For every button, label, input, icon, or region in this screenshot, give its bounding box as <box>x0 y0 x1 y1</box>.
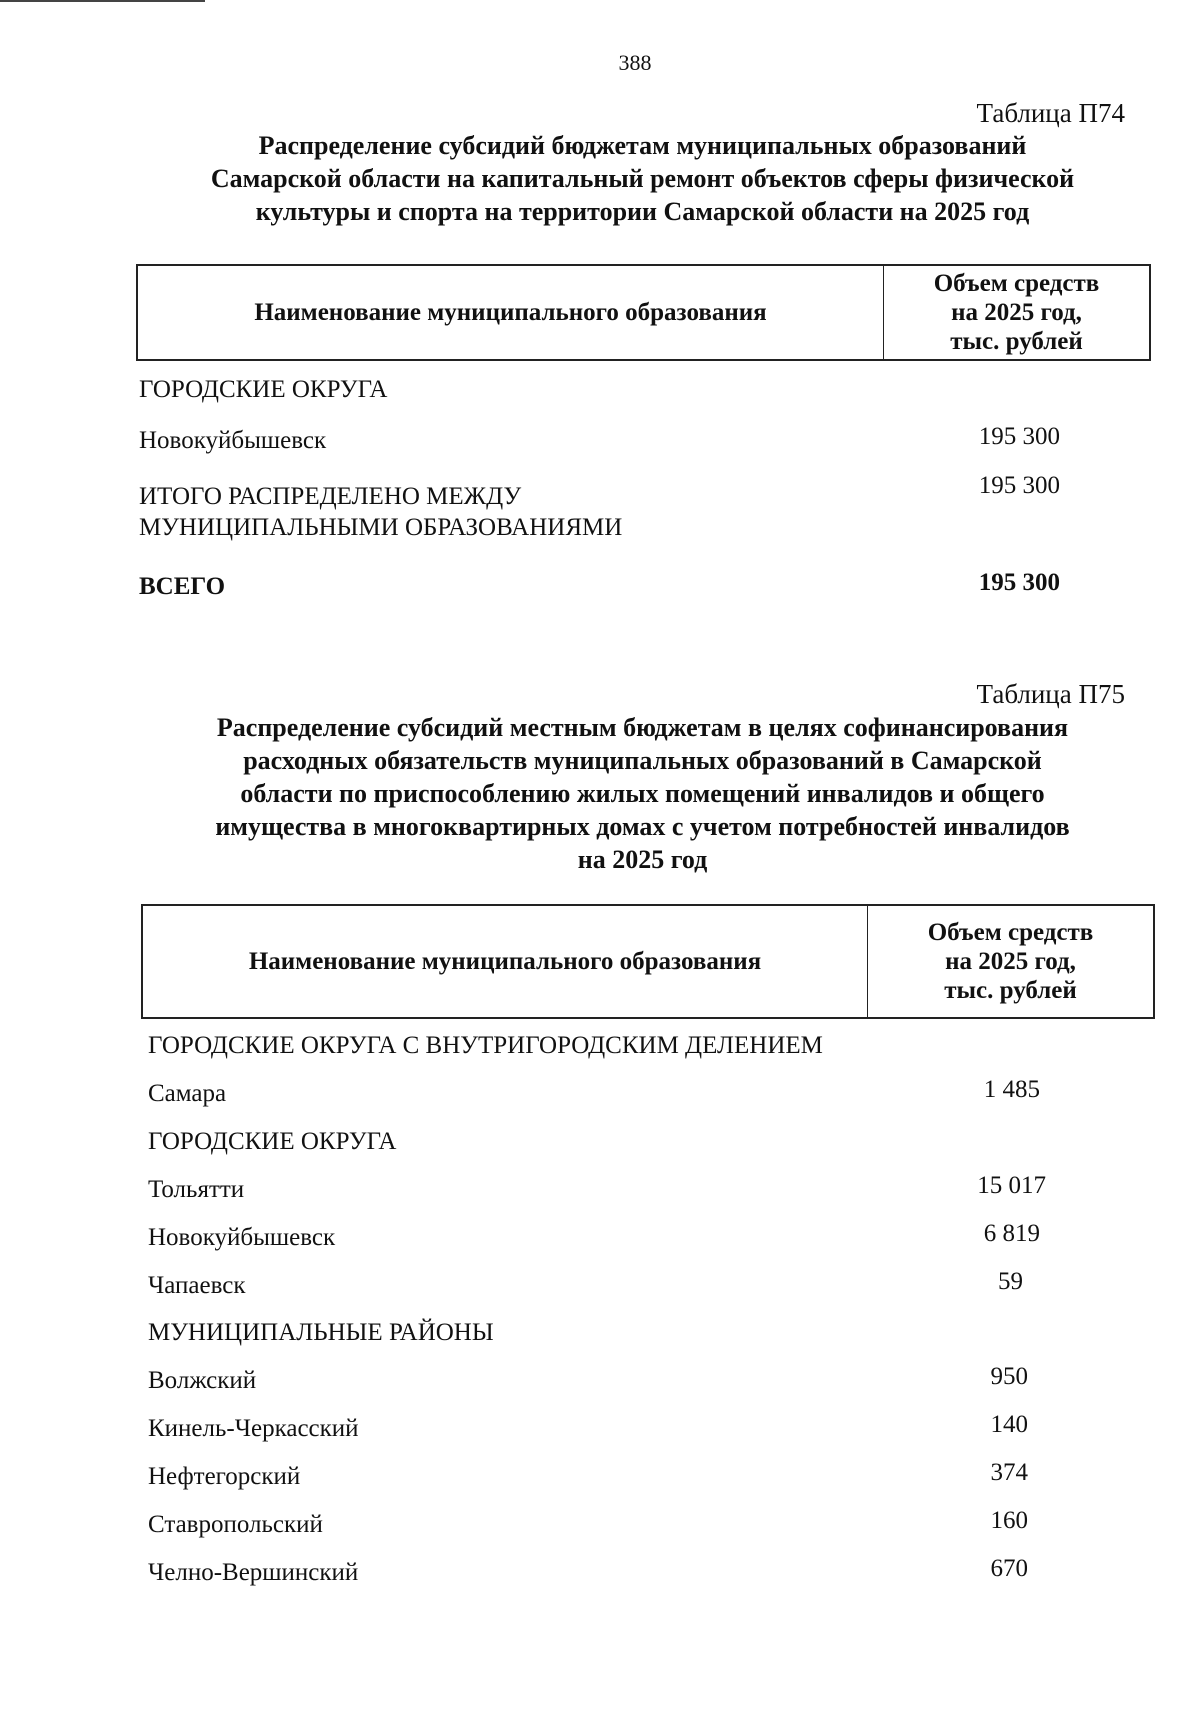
row-value: 670 <box>990 1555 1028 1582</box>
header-value-line: на 2025 год, <box>945 948 1076 975</box>
section-title: МУНИЦИПАЛЬНЫЕ РАЙОНЫ <box>148 1319 494 1346</box>
row-value: 6 819 <box>983 1220 1040 1247</box>
row-name: Новокуйбышевск <box>148 1224 336 1251</box>
row-name: Волжский <box>148 1367 257 1394</box>
table-header-p75 <box>141 904 1155 1019</box>
distributed-value: 195 300 <box>978 472 1060 499</box>
scan-edge-line <box>0 0 205 2</box>
row-name: Ставропольский <box>148 1511 323 1538</box>
header-name-column: Наименование муниципального образования <box>138 266 884 359</box>
table-title-p74 <box>100 129 1185 228</box>
row-name: Челно-Вершинский <box>148 1559 359 1586</box>
total-label: ВСЕГО <box>139 573 226 600</box>
header-name-column: Наименование муниципального образования <box>143 906 868 1017</box>
total-value: 195 300 <box>978 569 1060 596</box>
title-line: области по приспособлению жилых помещений инвалидов и общего <box>240 779 1045 808</box>
row-name: Самара <box>148 1080 227 1107</box>
distributed-line: МУНИЦИПАЛЬНЫМИ ОБРАЗОВАНИЯМИ <box>139 514 623 541</box>
title-line: на 2025 год <box>577 845 708 874</box>
section-title: ГОРОДСКИЕ ОКРУГА <box>148 1128 397 1155</box>
header-value-line: Объем средств <box>927 919 1094 946</box>
row-value: 15 017 <box>977 1172 1046 1199</box>
table-label-p74: Таблица П74 <box>976 98 1125 128</box>
row-value: 160 <box>990 1507 1028 1534</box>
row-value: 374 <box>990 1459 1028 1486</box>
distributed-line: ИТОГО РАСПРЕДЕЛЕНО МЕЖДУ <box>139 483 522 510</box>
page-number: 388 <box>618 50 652 75</box>
row-value: 59 <box>998 1268 1023 1295</box>
row-value: 950 <box>990 1363 1028 1390</box>
header-value-line: тыс. рублей <box>950 328 1083 355</box>
title-line: культуры и спорта на территории Самарской области на 2025 год <box>255 197 1030 226</box>
row-name: Кинель-Черкасский <box>148 1415 359 1442</box>
header-value-line: Объем средств <box>933 270 1100 297</box>
title-line: имущества в многоквартирных домах с учетом потребностей инвалидов <box>215 812 1070 841</box>
header-value-column <box>884 266 1149 359</box>
row-name: Нефтегорский <box>148 1463 301 1490</box>
row-name: Новокуйбышевск <box>139 427 327 454</box>
table-header-p74 <box>136 264 1151 361</box>
row-name: Тольятти <box>148 1176 245 1203</box>
section-title: ГОРОДСКИЕ ОКРУГА <box>139 376 388 403</box>
row-value: 140 <box>990 1411 1028 1438</box>
header-value-column <box>868 906 1153 1017</box>
row-value: 195 300 <box>978 423 1060 450</box>
header-value-line: на 2025 год, <box>951 299 1082 326</box>
table-label-p75: Таблица П75 <box>976 679 1125 709</box>
header-value-line: тыс. рублей <box>944 977 1077 1004</box>
row-value: 1 485 <box>983 1076 1040 1103</box>
title-line: Распределение субсидий бюджетам муниципальных образований <box>258 131 1027 160</box>
row-name: Чапаевск <box>148 1272 246 1299</box>
table-title-p75 <box>100 711 1185 876</box>
title-line: Самарской области на капитальный ремонт объектов сферы физической <box>210 164 1075 193</box>
section-title: ГОРОДСКИЕ ОКРУГА С ВНУТРИГОРОДСКИМ ДЕЛЕНИЕМ <box>148 1032 823 1059</box>
title-line: Распределение субсидий местным бюджетам в целях софинансирования <box>216 713 1069 742</box>
title-line: расходных обязательств муниципальных образований в Самарской <box>243 746 1042 775</box>
distributed-label <box>139 481 622 543</box>
